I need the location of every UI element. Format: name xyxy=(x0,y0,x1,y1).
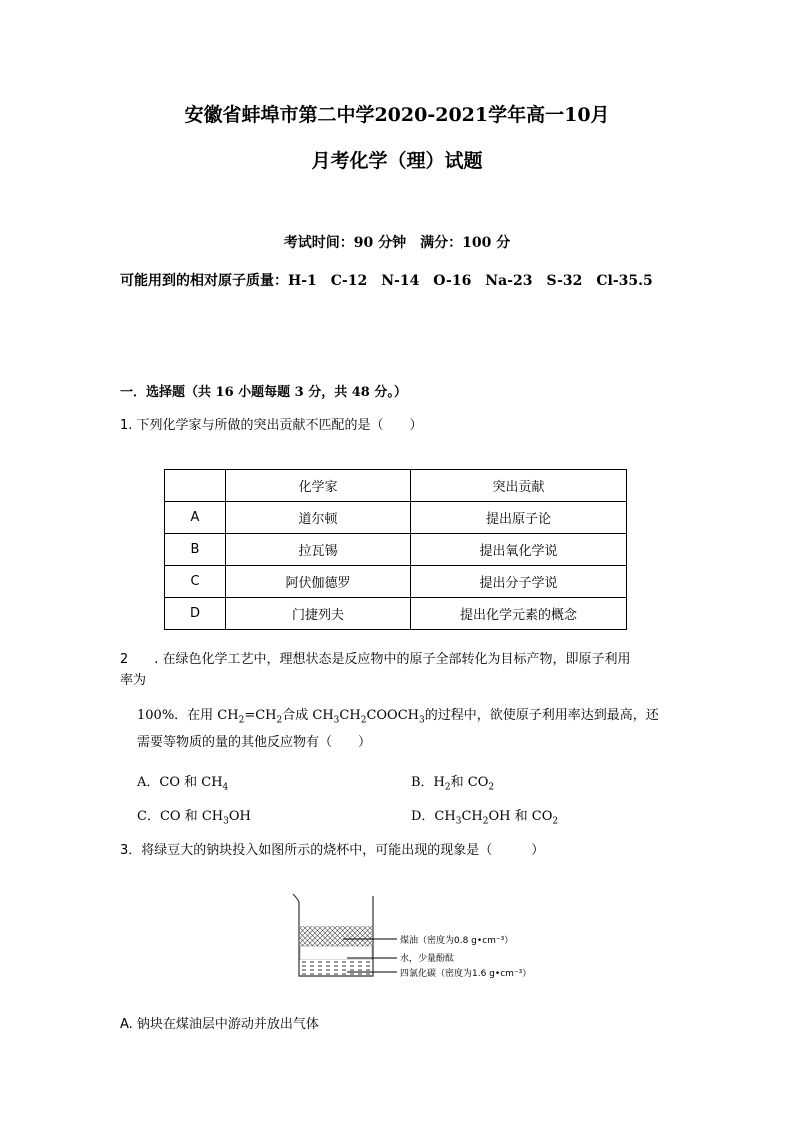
text-run: OH xyxy=(228,809,251,824)
q2-option-a xyxy=(137,771,228,793)
subscript: 3 xyxy=(223,816,229,827)
beaker-figure xyxy=(285,888,545,988)
table-row xyxy=(165,598,627,630)
subscript: 3 xyxy=(455,816,462,827)
subscript: 3 xyxy=(418,715,425,726)
table-cell: 门捷列夫 xyxy=(226,598,411,630)
water-label: 水，少量酚酞 xyxy=(400,954,455,964)
ccl4-label: 四氯化碳（密度为1.6 g•cm⁻³） xyxy=(400,969,532,979)
text-run: C．CO 和 CH xyxy=(137,809,224,824)
text-run: B．H xyxy=(411,775,445,790)
table-header-cell xyxy=(165,470,226,502)
section-heading: 一．选择题（共 16 小题每题 3 分，共 48 分。） xyxy=(120,385,407,400)
text-run: D．CH xyxy=(411,809,456,824)
text-run: COOCH xyxy=(366,708,419,723)
subscript: 2 xyxy=(552,816,559,827)
q2-option-b xyxy=(411,771,494,793)
table-cell: 道尔顿 xyxy=(226,502,411,534)
q3-stem: 3．将绿豆大的钠块投入如图所示的烧杯中，可能出现的现象是（ ） xyxy=(120,843,545,858)
text-run: 100%．在用 CH xyxy=(137,708,239,723)
exam-info: 考试时间：90 分钟 满分：100 分 xyxy=(283,235,511,251)
ccl4-layer xyxy=(300,960,372,975)
table-cell: A xyxy=(165,502,226,534)
table-cell: 阿伏伽德罗 xyxy=(226,566,411,598)
table-cell: 提出分子学说 xyxy=(411,566,627,598)
text-run: =CH xyxy=(244,708,277,723)
q2-option-d xyxy=(411,805,558,827)
q3-option-a: A. 钠块在煤油层中游动并放出气体 xyxy=(120,1017,319,1032)
q2-stem-line1: 2 . 在绿色化学工艺中，理想状态是反应物中的原子全部转化为目标产物，即原子利用 xyxy=(120,652,631,667)
text-run: 合成 CH xyxy=(282,708,334,723)
text-run: A．CO 和 CH xyxy=(137,775,223,790)
table-row xyxy=(165,534,627,566)
q2-stem-line4: 需要等物质的量的其他反应物有（ ） xyxy=(137,735,372,750)
text-run: OH 和 CO xyxy=(488,809,553,824)
kerosene-layer xyxy=(300,926,372,946)
table-cell: C xyxy=(165,566,226,598)
subscript: 2 xyxy=(482,816,489,827)
text-run: CH xyxy=(461,809,483,824)
subscript: 2 xyxy=(360,715,367,726)
q2-stem-line3 xyxy=(137,704,659,726)
table-cell: B xyxy=(165,534,226,566)
kerosene-label: 煤油（密度为0.8 g•cm⁻³） xyxy=(400,936,514,946)
table-header-cell: 化学家 xyxy=(226,470,411,502)
table-row xyxy=(165,566,627,598)
text-run: 的过程中，欲使原子利用率达到最高，还 xyxy=(424,708,659,723)
subscript: 2 xyxy=(276,715,283,726)
table-cell: 提出氧化学说 xyxy=(411,534,627,566)
table-cell: 提出化学元素的概念 xyxy=(411,598,627,630)
q1-stem: 1. 下列化学家与所做的突出贡献不匹配的是（ ） xyxy=(120,418,423,433)
table-cell: 拉瓦锡 xyxy=(226,534,411,566)
text-run: CH xyxy=(339,708,361,723)
table-header-row xyxy=(165,470,627,502)
table-row xyxy=(165,502,627,534)
subscript: 2 xyxy=(238,715,245,726)
table-cell: D xyxy=(165,598,226,630)
table-header-cell: 突出贡献 xyxy=(411,470,627,502)
subscript: 4 xyxy=(222,782,229,793)
q2-stem-line2: 率为 xyxy=(120,673,147,688)
q2-option-c xyxy=(137,805,251,827)
subscript: 2 xyxy=(488,782,495,793)
title-line-2: 月考化学（理）试题 xyxy=(311,150,483,172)
subscript: 2 xyxy=(444,782,451,793)
title-line-1: 安徽省蚌埠市第二中学2020-2021学年高一10月 xyxy=(184,104,610,126)
atomic-mass-line: 可能用到的相对原子质量：H-1 C-12 N-14 O-16 Na-23 S-32 Cl-35.5 xyxy=(120,273,653,289)
subscript: 3 xyxy=(333,715,340,726)
text-run: 和 CO xyxy=(450,775,489,790)
q1-table xyxy=(164,469,627,630)
table-cell: 提出原子论 xyxy=(411,502,627,534)
